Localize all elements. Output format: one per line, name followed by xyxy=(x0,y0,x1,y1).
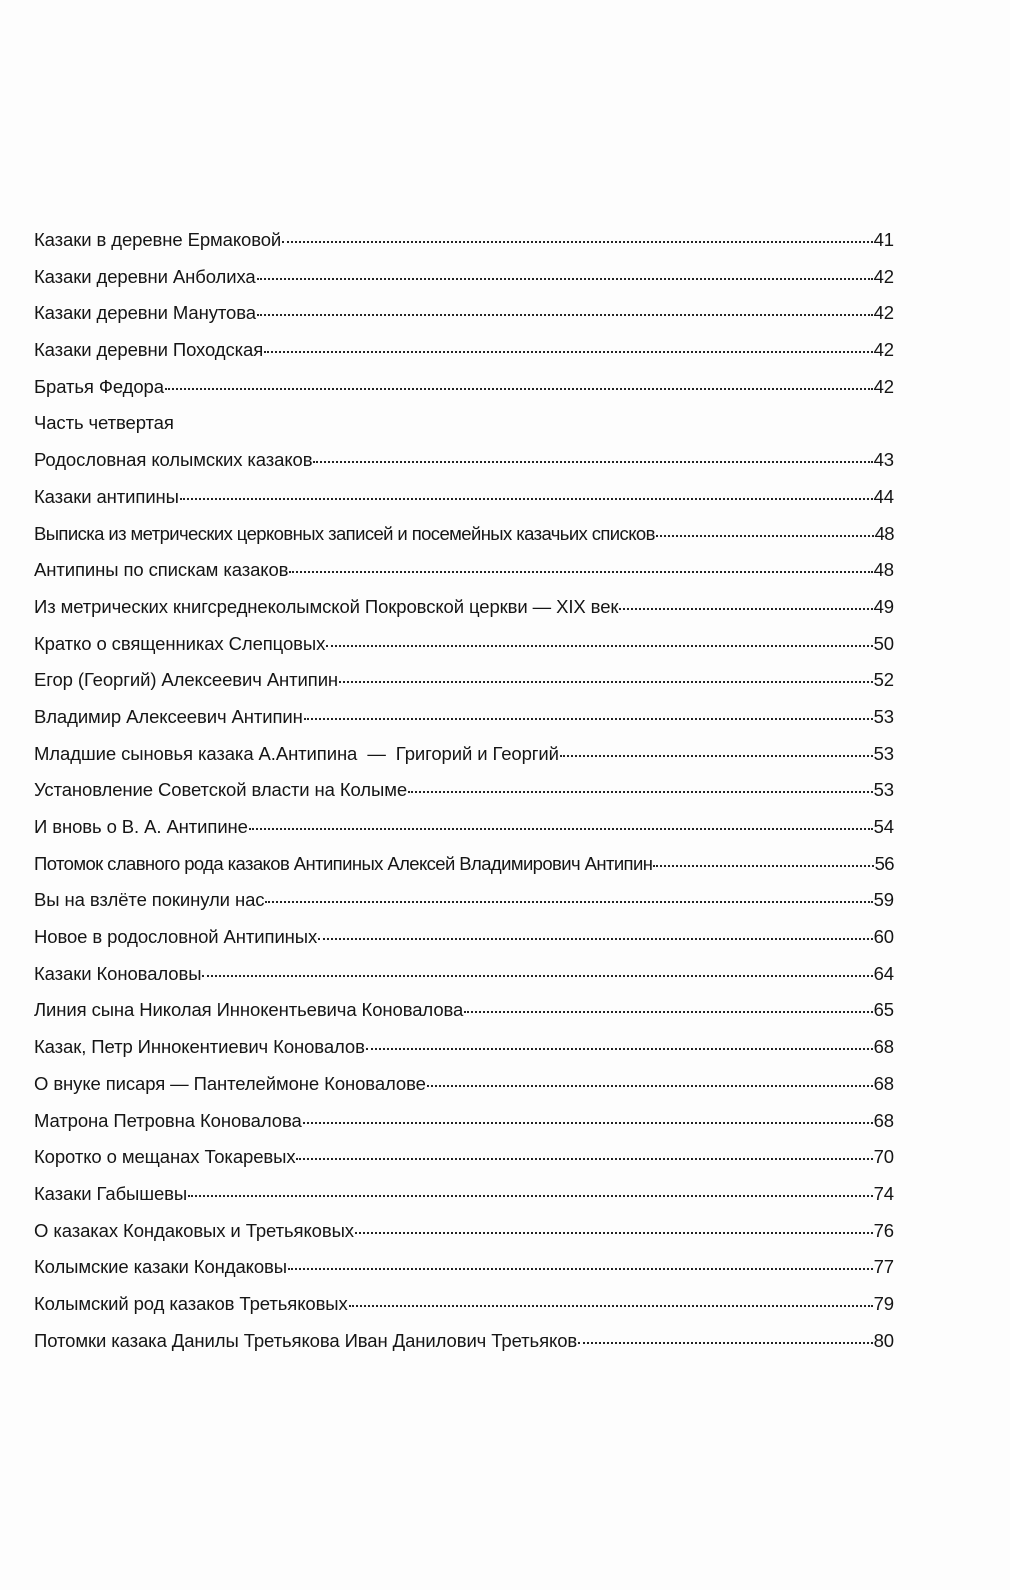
toc-entry-title: Выписка из метрических церковных записей и посемейных казачьих списков xyxy=(34,522,655,544)
toc-entry[interactable] xyxy=(34,1066,894,1103)
toc-entry-page: 53 xyxy=(873,705,894,727)
toc-entry-page: 79 xyxy=(873,1292,894,1314)
toc-entry-page: 52 xyxy=(873,669,894,691)
toc-entry-page: 42 xyxy=(873,265,894,287)
toc-entry-title: Потомок славного рода казаков Антипиных Алексей Владимирович Антипин xyxy=(34,852,653,874)
toc-entry-title: О внуке писаря — Пантелеймоне Коновалове xyxy=(34,1072,426,1094)
toc-entry-page: 50 xyxy=(873,632,894,654)
toc-entry-title: Родословная колымских казаков xyxy=(34,449,313,471)
toc-entry-title: Казаки деревни Анболиха xyxy=(34,265,256,287)
toc-entry[interactable] xyxy=(34,736,894,773)
toc-part-heading[interactable] xyxy=(34,405,894,442)
dot-leader xyxy=(289,570,872,573)
toc-entry-title: Линия сына Николая Иннокентьевича Коновалова xyxy=(34,999,464,1021)
toc-entry-page: 42 xyxy=(873,339,894,361)
toc-entry[interactable] xyxy=(34,1249,894,1286)
dot-leader xyxy=(282,240,872,243)
dot-leader xyxy=(313,460,872,463)
toc-entry-page: 76 xyxy=(873,1219,894,1241)
toc-entry-title: Потомки казака Данилы Третьякова Иван Данилович Третьяков xyxy=(34,1329,578,1351)
dot-leader xyxy=(560,754,873,757)
dot-leader xyxy=(264,350,872,353)
toc-entry-page: 48 xyxy=(874,522,894,544)
toc-entry[interactable] xyxy=(34,1139,894,1176)
toc-entry[interactable] xyxy=(34,699,894,736)
toc-entry-title: Казаки Коноваловы xyxy=(34,962,202,984)
toc-entry[interactable] xyxy=(34,919,894,956)
toc-entry[interactable] xyxy=(34,369,894,406)
toc-entry-title: Казак, Петр Иннокентиевич Коновалов xyxy=(34,1036,365,1058)
toc-entry[interactable] xyxy=(34,626,894,663)
toc-entry[interactable] xyxy=(34,552,894,589)
dot-leader xyxy=(355,1231,873,1234)
dot-leader xyxy=(202,974,872,977)
toc-entry-page: 65 xyxy=(873,999,894,1021)
dot-leader xyxy=(249,827,873,830)
toc-entry[interactable] xyxy=(34,662,894,699)
toc-entry[interactable] xyxy=(34,589,894,626)
toc-entry[interactable] xyxy=(34,772,894,809)
toc-entry-page: 59 xyxy=(873,889,894,911)
dot-leader xyxy=(619,607,872,610)
dot-leader xyxy=(318,937,872,940)
toc-entry[interactable] xyxy=(34,442,894,479)
dot-leader xyxy=(349,1304,873,1307)
toc-entry[interactable] xyxy=(34,809,894,846)
toc-entry-page: 68 xyxy=(873,1036,894,1058)
toc-entry[interactable] xyxy=(34,295,894,332)
toc-entry-title: Младшие сыновья казака А.Антипина — Григорий и Георгий xyxy=(34,742,559,764)
dot-leader xyxy=(303,1121,873,1124)
toc-entry-page: 42 xyxy=(873,302,894,324)
toc-entry[interactable] xyxy=(34,1176,894,1213)
toc-entry[interactable] xyxy=(34,992,894,1029)
toc-entry-page: 56 xyxy=(874,852,894,874)
toc-entry-page: 53 xyxy=(873,779,894,801)
toc-entry[interactable] xyxy=(34,516,894,553)
dot-leader xyxy=(265,900,872,903)
dot-leader xyxy=(304,717,873,720)
table-of-contents xyxy=(34,222,894,1359)
toc-entry-title: Кратко о священниках Слепцовых xyxy=(34,632,326,654)
toc-entry[interactable] xyxy=(34,1323,894,1360)
dot-leader xyxy=(257,277,873,280)
toc-entry-title: Казаки деревни Манутова xyxy=(34,302,256,324)
toc-entry-title: Братья Федора xyxy=(34,375,164,397)
toc-entry-page: 49 xyxy=(873,595,894,617)
toc-entry-title: Колымский род казаков Третьяковых xyxy=(34,1292,348,1314)
toc-entry[interactable] xyxy=(34,846,894,883)
toc-entry[interactable] xyxy=(34,332,894,369)
toc-entry-title: Новое в родословной Антипиных xyxy=(34,926,318,948)
dot-leader xyxy=(296,1157,872,1160)
toc-entry-title: Коротко о мещанах Токаревых xyxy=(34,1146,296,1168)
toc-entry-page: 68 xyxy=(873,1072,894,1094)
toc-entry[interactable] xyxy=(34,479,894,516)
toc-entry-page: 68 xyxy=(873,1109,894,1131)
toc-entry-title: Из метрических книгсреднеколымской Покровской церкви — XIX век xyxy=(34,595,619,617)
toc-entry-title: Вы на взлёте покинули нас xyxy=(34,889,265,911)
dot-leader xyxy=(188,1194,872,1197)
dot-leader xyxy=(653,864,873,867)
dot-leader xyxy=(339,680,873,683)
toc-entry-page: 54 xyxy=(873,816,894,837)
toc-entry-page: 64 xyxy=(873,962,894,984)
toc-entry[interactable] xyxy=(34,882,894,919)
toc-entry[interactable] xyxy=(34,222,894,259)
dot-leader xyxy=(656,534,874,537)
toc-entry[interactable] xyxy=(34,1286,894,1323)
toc-part-title: Часть четвертая xyxy=(34,412,174,434)
toc-entry-page: 41 xyxy=(873,229,894,250)
toc-entry-title: Егор (Георгий) Алексеевич Антипин xyxy=(34,669,339,691)
toc-entry-title: Установление Советской власти на Колыме xyxy=(34,779,408,801)
toc-entry-title: Матрона Петровна Коновалова xyxy=(34,1109,302,1131)
dot-leader xyxy=(288,1267,873,1270)
toc-entry-title: Владимир Алексеевич Антипин xyxy=(34,705,303,727)
toc-entry-page: 44 xyxy=(873,485,894,507)
dot-leader xyxy=(257,313,873,316)
dot-leader xyxy=(180,497,873,500)
toc-entry-page: 53 xyxy=(873,742,894,764)
dot-leader xyxy=(578,1341,872,1344)
toc-entry-page: 42 xyxy=(873,375,894,397)
toc-entry-title: Антипины по спискам казаков xyxy=(34,559,289,581)
toc-entry-page: 60 xyxy=(873,926,894,948)
dot-leader xyxy=(366,1047,873,1050)
toc-entry-title: И вновь о В. А. Антипине xyxy=(34,816,248,837)
dot-leader xyxy=(326,644,872,647)
toc-entry-page: 80 xyxy=(873,1329,894,1351)
toc-entry-title: Казаки деревни Походская xyxy=(34,339,264,361)
toc-entry-page: 48 xyxy=(873,559,894,581)
toc-entry[interactable] xyxy=(34,259,894,296)
toc-entry[interactable] xyxy=(34,956,894,993)
toc-entry[interactable] xyxy=(34,1213,894,1250)
toc-entry-title: О казаках Кондаковых и Третьяковых xyxy=(34,1219,354,1241)
dot-leader xyxy=(165,387,873,390)
toc-entry[interactable] xyxy=(34,1103,894,1140)
toc-entry-page: 70 xyxy=(873,1146,894,1168)
toc-entry-title: Казаки Габышевы xyxy=(34,1182,188,1204)
toc-entry-title: Казаки в деревне Ермаковой xyxy=(34,229,282,250)
toc-entry-page: 77 xyxy=(873,1256,894,1278)
dot-leader xyxy=(427,1084,873,1087)
toc-entry-page: 74 xyxy=(873,1182,894,1204)
toc-entry[interactable] xyxy=(34,1029,894,1066)
toc-entry-title: Казаки антипины xyxy=(34,485,179,507)
dot-leader xyxy=(464,1010,872,1013)
toc-entry-title: Колымские казаки Кондаковы xyxy=(34,1256,287,1278)
dot-leader xyxy=(408,790,873,793)
toc-entry-page: 43 xyxy=(873,449,894,471)
